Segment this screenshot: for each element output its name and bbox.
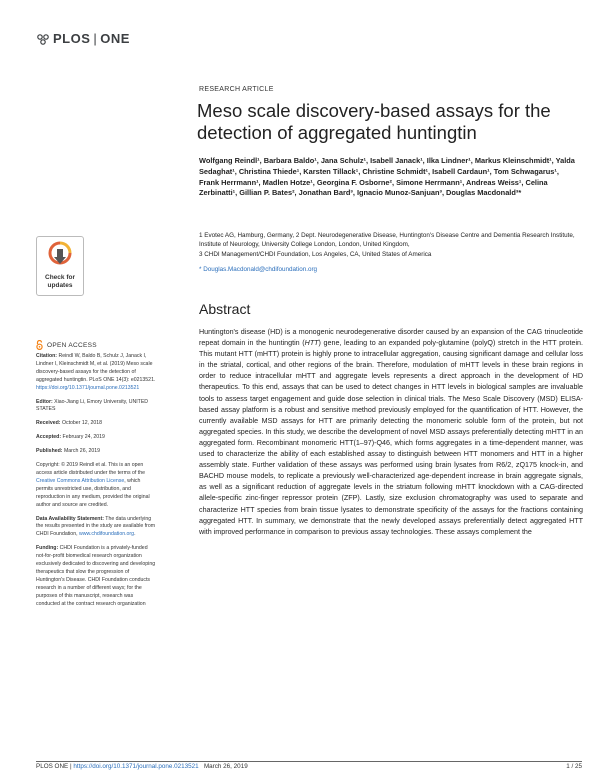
citation-block — [36, 353, 156, 393]
open-lock-icon — [36, 340, 43, 350]
page-number: 1 / 25 — [566, 763, 582, 770]
license-link[interactable]: Creative Commons Attribution License — [36, 477, 125, 484]
editor-block — [36, 399, 156, 415]
received-label: Received: — [36, 420, 61, 427]
abstract-body — [199, 327, 583, 538]
check-updates-icon — [48, 241, 72, 267]
footer-doi-link[interactable]: https://doi.org/10.1371/journal.pone.0213521 — [73, 763, 199, 770]
copyright-block — [36, 462, 156, 509]
published-block — [36, 448, 156, 456]
citation-doi-link[interactable]: https://doi.org/10.1371/journal.pone.0213521 — [36, 384, 140, 391]
data-availability-text: The data underlying the results presented in the study are available from CHDI Foundation, — [36, 515, 156, 538]
data-availability-label: Data Availability Statement: — [36, 515, 104, 522]
journal-name-plos: PLOS — [53, 31, 91, 46]
article-type: RESEARCH ARTICLE — [199, 86, 274, 93]
journal-name-one: ONE — [100, 31, 130, 46]
affiliations — [199, 231, 579, 259]
received-block — [36, 420, 156, 428]
citation-text: Reindl W, Baldo B, Schulz J, Janack I, Lindner I, Kleinschmidt M, et al. (2019) Meso scale discovery-based assays for the detection of aggregated huntingtin. PLoS ONE 14(3): e0213521. — [36, 353, 156, 383]
plos-logo-icon — [36, 33, 50, 45]
received-date: October 12, 2018 — [60, 420, 103, 427]
funding-block — [36, 545, 156, 608]
funding-text: CHDI Foundation is a privately-funded not-for-profit biomedical research organization exclusively dedicated to discovering and developing therapeutics that slow the progression of Huntington's Disease. CHDI Foundation conducts research in a number of different ways; for the purposes of this manuscript, research was conducted at the contract research organization — [36, 545, 156, 607]
footer-separator: | — [68, 763, 74, 770]
accepted-date: February 24, 2019 — [61, 434, 105, 441]
page-footer — [36, 763, 248, 770]
abstract-heading: Abstract — [199, 301, 251, 317]
abstract-text: ) gene, leading to an expanded poly-glutamine (polyQ) stretch in the HTT protein. This mutant HTT (mHTT) protein is highly prone to intracellular aggregation, causing significant damage and cellular loss in the striatal, cortical, and other regions of the brain. Therefore, modulation of mHTT levels in these brain regions in order to reduce intracellular mHTT and aggregate levels represents a direct approach in the development of HD therapeutics. To this end, assays that can be used to detect changes in HTT levels in biological samples are invaluable tools to assess target engagement and guide dose selection in clinical trials. The Meso Scale Discovery (MSD) ELISA-based assay platform is a robust and sensitive method previously employed for the quantification of HTT. However, the currently available MSD assays for HTT are primarily detecting the monomeric soluble form of the protein, but not aggregated species. In this study, we describe the development of novel MSD assays preferentially detecting mHTT in an aggregated form. Recombinant monomeric HTT(1–97)-Q46, which forms aggregates in a time-dependent manner, was used to characterize the ability of each established assay to distinguish between HTT monomers and HTT in a higher assembly state. Further validation of these assays was performed using brain lysates from R6/2, zQ175 knock-in, and BACHD mouse models, to replicate a previously well-characterized age-dependent increase in brain aggregate signals, as well as a significant reduction of aggregate levels in the striatum following mHTT knockdown with a CAG-directed allele-specific zinc-finger repressor protein (ZFP). Lastly, size exclusion chromatography was used to separate and characterize HTT species from brain tissue lysates to demonstrate specificity of the assays for the fractions containing aggregated HTT. In summary, we demonstrate that the newly developed assays preferentially detect aggregated HTT with improved performance in comparison to previous assay technologies. These assays complement the — [199, 339, 583, 536]
footer-divider — [36, 761, 582, 762]
copyright-text-end: , which permits unrestricted use, distribution, and reproduction in any medium, provided the original author and source are credited. — [36, 477, 150, 508]
journal-logo — [36, 31, 130, 46]
footer-date: March 26, 2019 — [203, 763, 248, 770]
citation-label: Citation: — [36, 353, 58, 359]
copyright-text: Copyright: © 2019 Reindl et al. This is an open access article distributed under the terms of the — [36, 462, 145, 476]
gene-name: HTT — [304, 339, 319, 348]
published-date: March 26, 2019 — [62, 448, 101, 455]
check-for-updates-badge[interactable] — [36, 236, 84, 296]
chdi-link[interactable]: www.chdifoundation.org — [78, 531, 135, 538]
footer-journal: PLOS ONE — [36, 763, 69, 770]
data-availability-block — [36, 516, 156, 540]
funding-label: Funding: — [36, 545, 59, 552]
editor-text: Xiao-Jiang Li, Emory University, UNITED STATES — [36, 398, 149, 413]
author-list: Wolfgang Reindl¹, Barbara Baldo¹, Jana Schulz¹, Isabell Janack¹, Ilka Lindner¹, Markus Kleinschmidt¹, Yalda Sedaghat¹, Christina Thiede¹, Karsten Tillack¹, Christine Schmidt¹, Isabell Cardaun¹, Tom Schwagarus¹, Frank Herrmann¹, Madlen Hotze¹, Georgina F. Osborne², Simone Herrmann¹, Andreas Weiss¹, Celina Zerbinatti¹, Gillian P. Bates², Jonathan Bard³, Ignacio Munoz-Sanjuan³, Douglas Macdonald³* — [199, 156, 575, 198]
article-title: Meso scale discovery-based assays for the detection of aggregated huntingtin — [197, 100, 551, 143]
check-updates-label: Check for updates — [45, 274, 75, 289]
corresponding-email[interactable]: * Douglas.Macdonald@chdifoundation.org — [199, 266, 318, 273]
data-availability-end: . — [134, 531, 136, 538]
affiliation-line: 3 CHDI Management/CHDI Foundation, Los Angeles, CA, United States of America — [199, 250, 432, 258]
published-label: Published: — [36, 448, 63, 455]
accepted-label: Accepted: — [36, 434, 62, 441]
editor-label: Editor: — [36, 398, 53, 405]
accepted-block — [36, 434, 156, 442]
open-access-badge — [36, 340, 97, 350]
journal-separator: | — [93, 31, 98, 46]
affiliation-line: 1 Evotec AG, Hamburg, Germany, 2 Dept. Neurodegenerative Disease, Huntington's Disease Centre and Dementia Research Institute, Institute of Neurology, University College London, London, United Kingdom, — [199, 232, 575, 249]
open-access-label: OPEN ACCESS — [47, 341, 97, 349]
article-sidebar — [36, 353, 156, 614]
abstract-text: Huntington's disease (HD) is a monogenic neurodegenerative disorder caused by an expansion of the CAG trinucleotide repeat domain in the huntingtin ( — [199, 328, 583, 348]
